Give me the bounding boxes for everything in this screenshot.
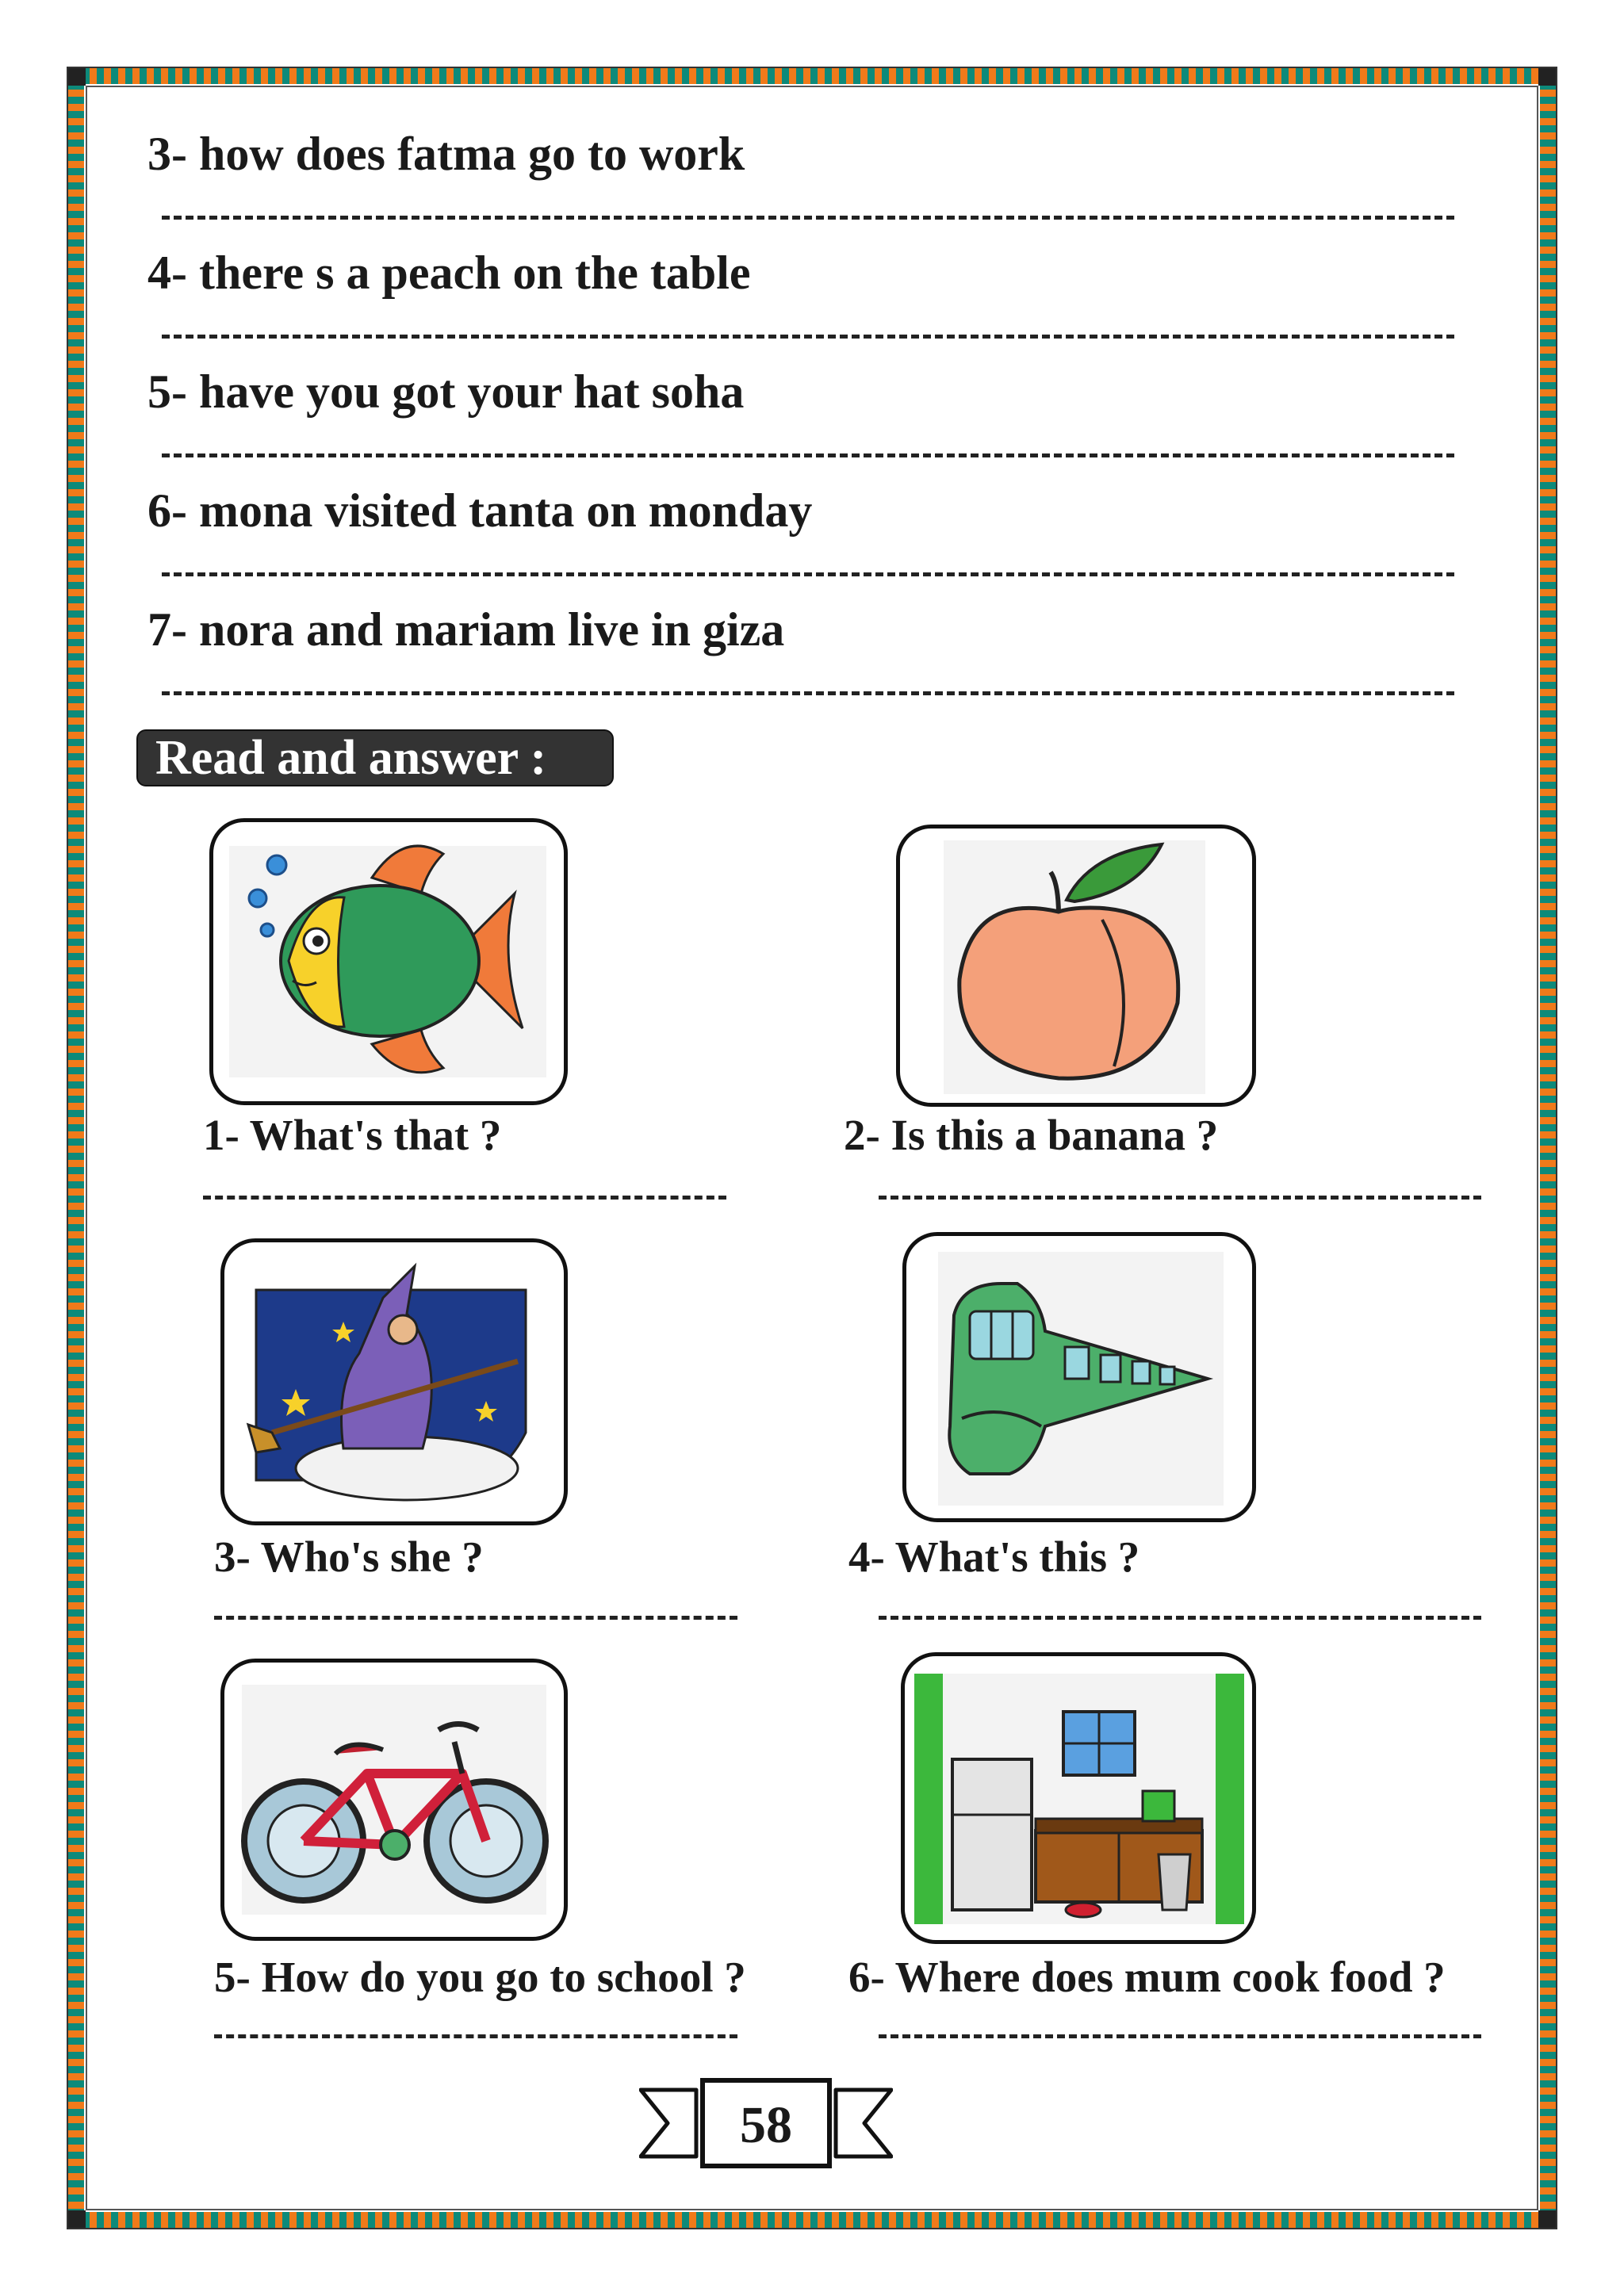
witch-picture <box>224 1242 564 1521</box>
answer-line[interactable] <box>214 2034 737 2038</box>
answer-line[interactable] <box>214 1616 737 1620</box>
sentence-3: 3- how does fatma go to work <box>147 128 745 180</box>
answer-line[interactable] <box>162 453 1454 457</box>
question-1: 1- What's that ? <box>203 1111 502 1159</box>
answer-line[interactable] <box>879 1196 1481 1200</box>
picture-card-kitchen <box>901 1652 1256 1944</box>
border-corner <box>68 68 86 86</box>
kitchen-picture <box>905 1656 1252 1940</box>
question-5: 5- How do you go to school ? <box>214 1953 746 2001</box>
picture-card-train <box>902 1232 1256 1522</box>
sentence-7: 7- nora and mariam live in giza <box>147 603 785 656</box>
page-border-bottom <box>68 2212 1556 2228</box>
picture-card-fish <box>209 818 568 1105</box>
border-corner <box>68 2210 86 2228</box>
picture-card-peach <box>896 825 1256 1107</box>
answer-line[interactable] <box>162 216 1454 220</box>
answer-line[interactable] <box>203 1196 726 1200</box>
answer-line[interactable] <box>879 1616 1481 1620</box>
question-2: 2- Is this a banana ? <box>844 1111 1219 1159</box>
picture-card-witch <box>220 1238 568 1525</box>
page-border-left <box>68 68 84 2228</box>
question-4: 4- What's this ? <box>848 1533 1140 1581</box>
page-border-right <box>1540 68 1556 2228</box>
section-heading: Read and answer : <box>136 729 614 786</box>
question-3: 3- Who's she ? <box>214 1533 484 1581</box>
border-corner <box>1538 2210 1556 2228</box>
train-picture <box>906 1236 1252 1518</box>
sentence-4: 4- there s a peach on the table <box>147 247 751 299</box>
border-corner <box>1538 68 1556 86</box>
answer-line[interactable] <box>162 572 1454 576</box>
answer-line[interactable] <box>162 335 1454 339</box>
picture-card-bicycle <box>220 1659 568 1941</box>
sentence-5: 5- have you got your hat soha <box>147 365 745 418</box>
sentence-6: 6- mona visited tanta on monday <box>147 484 813 537</box>
fish-picture <box>213 822 564 1101</box>
answer-line[interactable] <box>879 2034 1481 2038</box>
answer-line[interactable] <box>162 691 1454 695</box>
peach-picture <box>900 828 1252 1103</box>
question-6: 6- Where does mum cook food ? <box>848 1953 1446 2001</box>
page-border-top <box>68 68 1556 84</box>
bicycle-picture <box>224 1663 564 1937</box>
page-number: 58 <box>740 2096 792 2154</box>
